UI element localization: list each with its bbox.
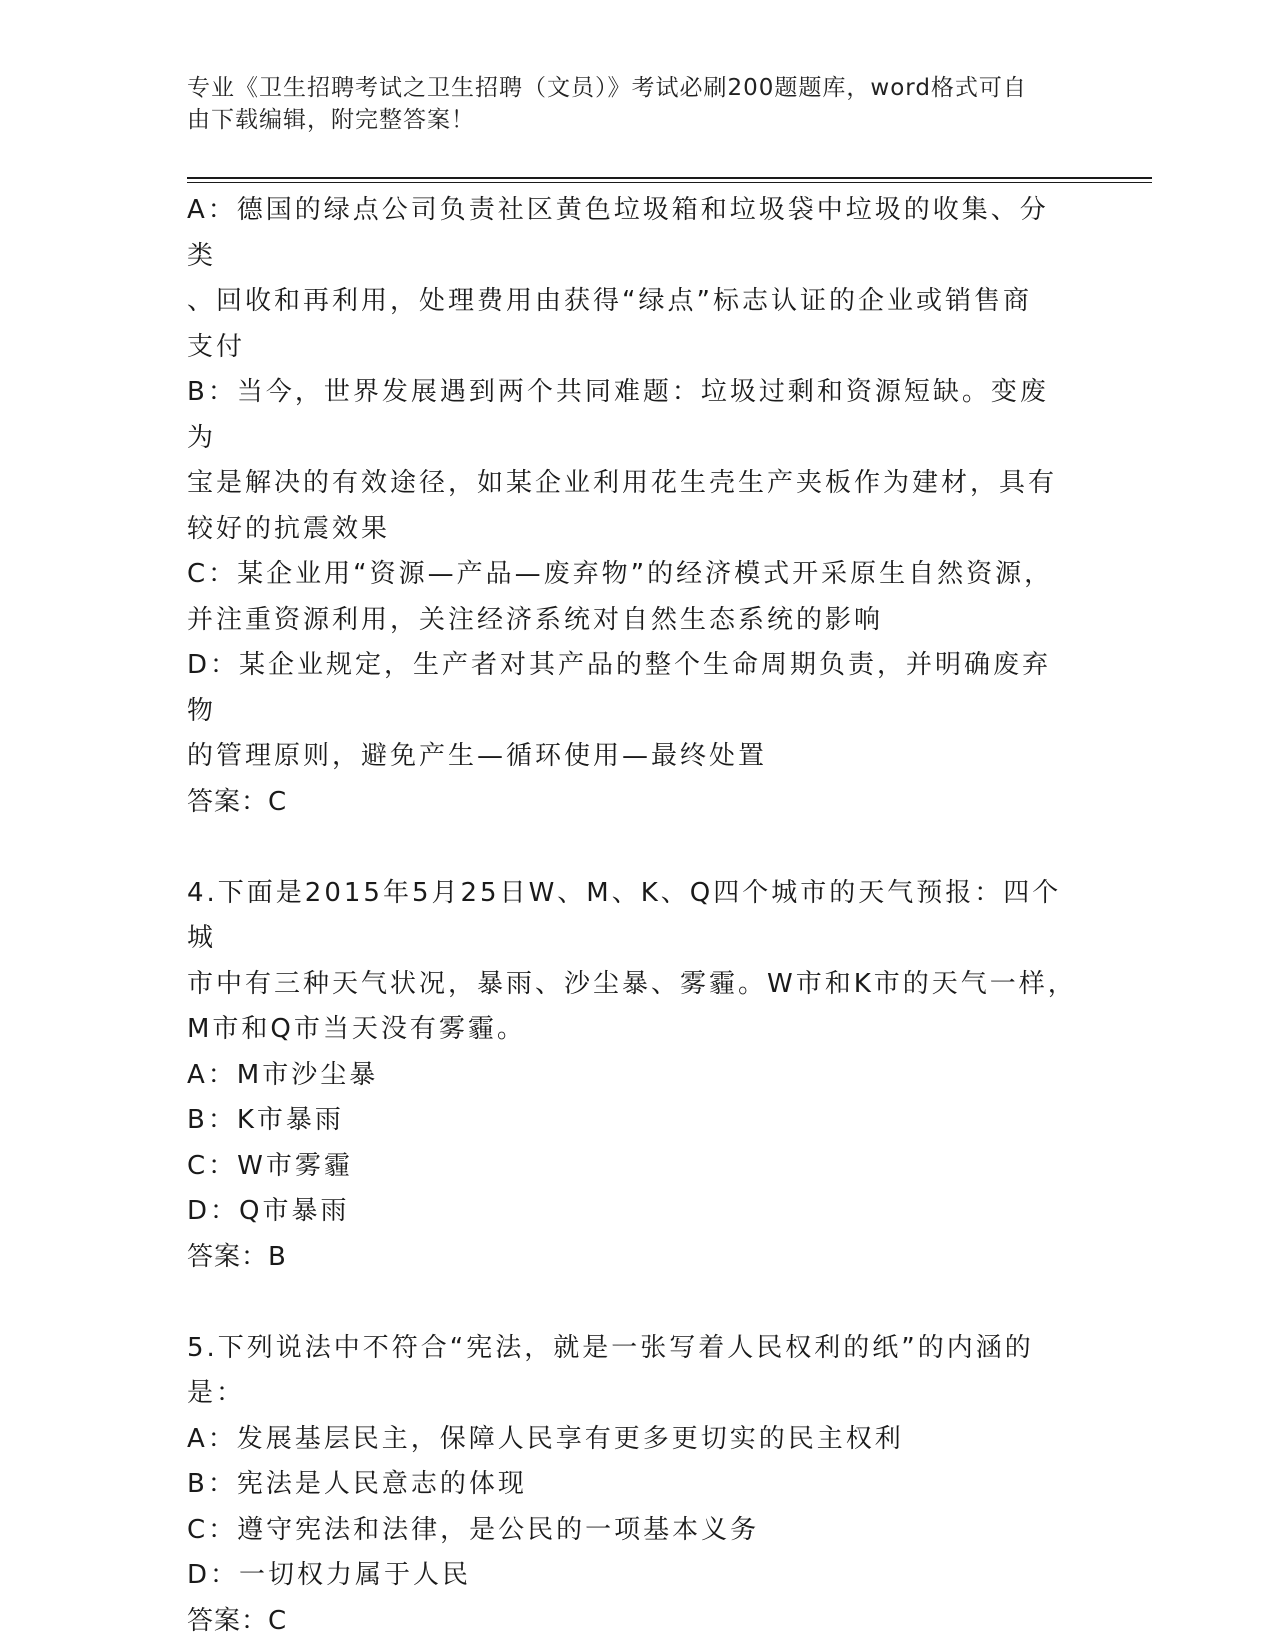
stem-line: M市和Q市当天没有雾霾。 [187,1014,526,1044]
q3-option-c [187,552,1077,643]
q5-option-d: D：一切权力属于人民 [187,1560,472,1590]
option-line: 、回收和再利用，处理费用由获得“绿点”标志认证的企业或销售商 [187,286,1032,316]
question-3 [187,188,1077,825]
stem-line: 4.下面是2015年5月25日W、M、K、Q四个城市的天气预报：四个城 [187,877,1062,953]
q5-option-b: B：宪法是人民意志的体现 [187,1469,527,1499]
q3-answer: 答案：C [187,786,288,817]
option-line: 的管理原则，避免产生—循环使用—最终处置 [187,741,768,771]
q4-option-d: D：Q市暴雨 [187,1196,350,1226]
spacer [187,1280,1077,1326]
q4-option-a: A：M市沙尘暴 [187,1059,379,1090]
option-line: C：某企业用“资源—产品—废弃物”的经济模式开采原生自然资源， [187,559,1054,589]
q3-option-b [187,370,1077,552]
q5-answer: 答案：C [187,1605,288,1636]
option-line: 宝是解决的有效途径，如某企业利用花生壳生产夹板作为建材，具有 [187,468,1058,498]
option-line: 较好的抗震效果 [187,513,391,544]
document-header [187,72,1067,136]
q4-option-b: B：K市暴雨 [187,1105,344,1135]
q3-option-a [187,188,1077,370]
option-line: A：德国的绿点公司负责社区黄色垃圾箱和垃圾袋中垃圾的收集、分类 [187,195,1049,271]
header-line-2: 由下载编辑，附完整答案！ [187,107,475,133]
question-list [187,188,1077,1644]
q5-stem [187,1326,1077,1417]
stem-line: 5.下列说法中不符合“宪法，就是一张写着人民权利的纸”的内涵的 [187,1332,1034,1363]
option-line: 支付 [187,331,246,362]
stem-line: 是： [187,1378,246,1408]
option-line: D：某企业规定，生产者对其产品的整个生命周期负责，并明确废弃物 [187,650,1052,726]
header-line-1: 专业《卫生招聘考试之卫生招聘（文员）》考试必刷200题题库，word格式可自 [187,75,1027,101]
spacer [187,825,1077,871]
header-divider-thin [187,182,1152,183]
q4-option-c: C：W市雾霾 [187,1150,353,1181]
q4-answer: 答案：B [187,1241,287,1272]
option-line: B：当今，世界发展遇到两个共同难题：垃圾过剩和资源短缺。变废为 [187,377,1049,453]
question-4 [187,871,1077,1281]
question-5 [187,1326,1077,1645]
q5-option-a: A：发展基层民主，保障人民享有更多更切实的民主权利 [187,1423,904,1454]
stem-line: 市中有三种天气状况，暴雨、沙尘暴、雾霾。W市和K市的天气一样， [187,968,1077,999]
q3-option-d [187,643,1077,780]
option-line: 并注重资源利用，关注经济系统对自然生态系统的影响 [187,604,884,635]
q5-option-c: C：遵守宪法和法律，是公民的一项基本义务 [187,1514,760,1545]
header-divider-thick [187,177,1152,179]
q4-stem [187,871,1077,1053]
